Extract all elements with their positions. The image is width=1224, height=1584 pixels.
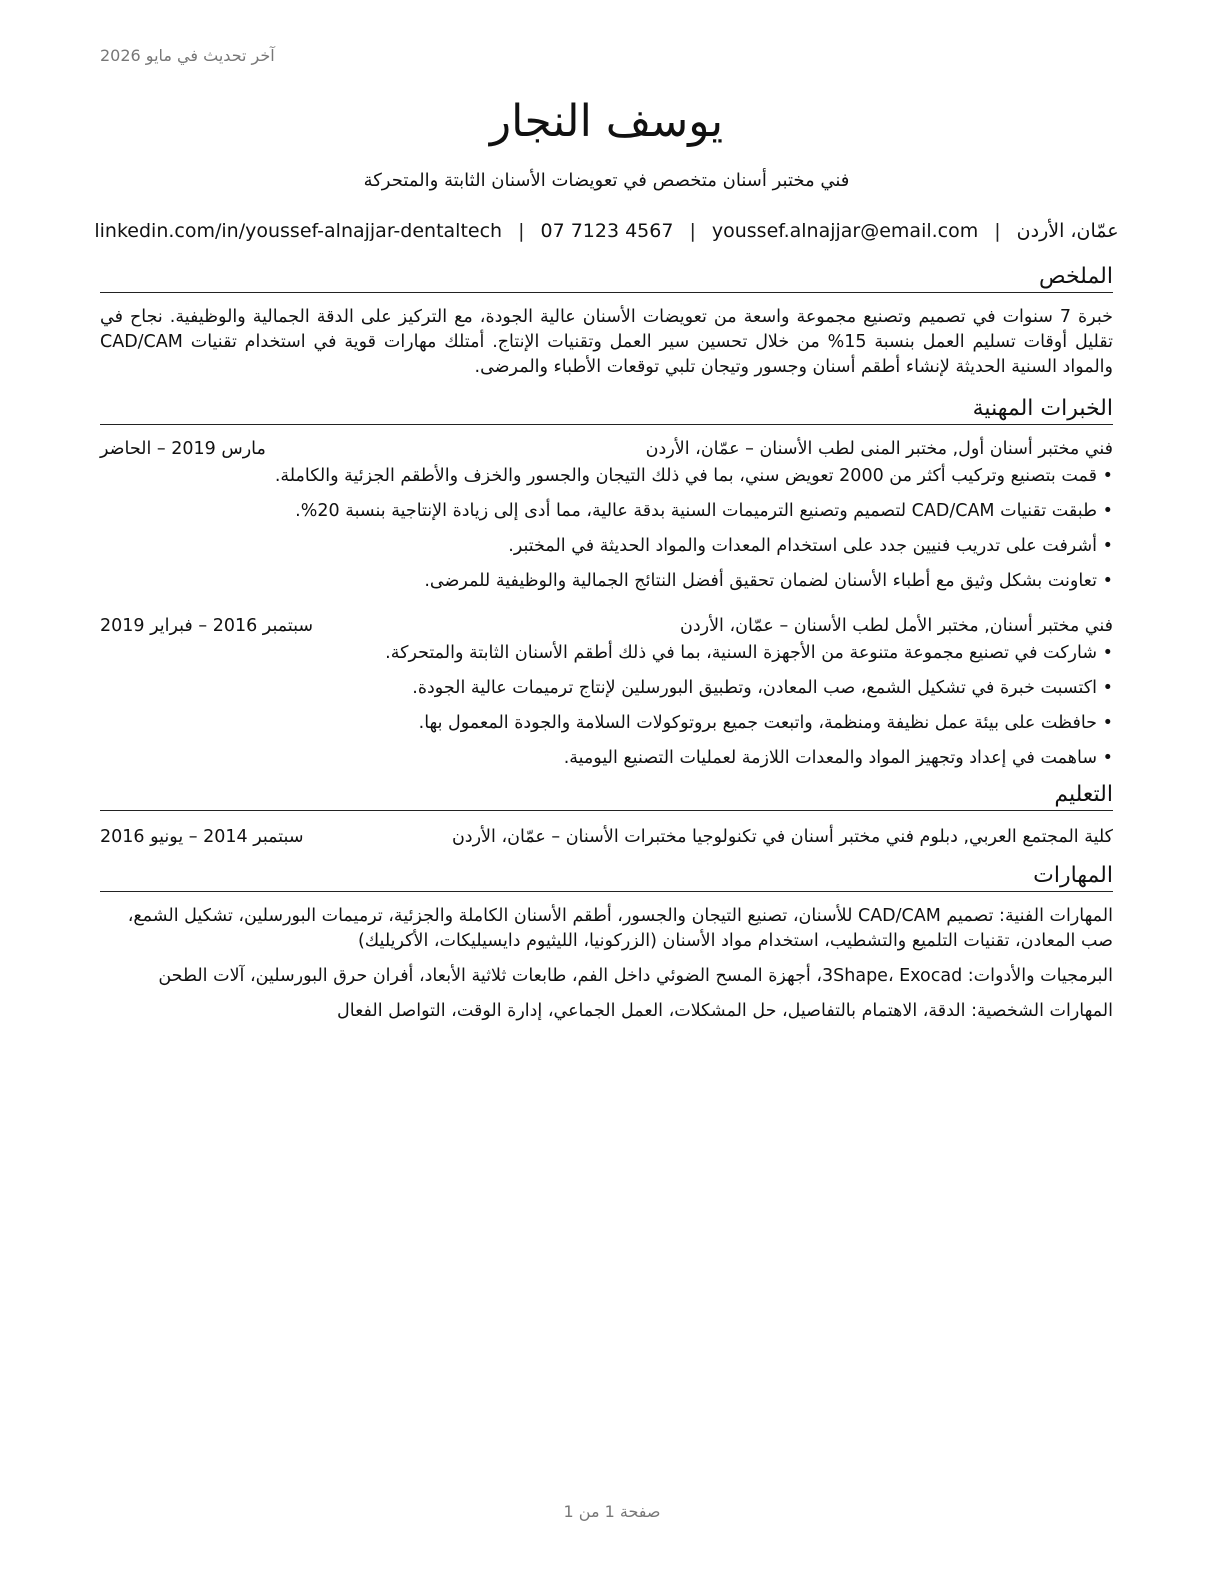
experience-section (100, 394, 1113, 771)
section-title-education: التعليم (100, 780, 1113, 811)
contact-separator: | (518, 220, 525, 242)
bullet-icon: • (1102, 466, 1113, 486)
candidate-name: يوسف النجار (489, 96, 724, 147)
resume-page (94, 92, 1119, 1024)
job-title: فني مختبر أسنان أول, مختبر المنى لطب الأسنان – عمّان، الأردن (645, 439, 1113, 459)
summary-section (100, 262, 1113, 380)
bullet-item (100, 710, 1113, 736)
contact-phone: 07 7123 4567 (540, 220, 674, 242)
bullet-icon: • (1102, 748, 1113, 768)
bullet-text: أشرفت على تدريب فنيين جدد على استخدام المعدات والمواد الحديثة في المختبر. (508, 536, 1097, 556)
bullet-item (100, 640, 1113, 666)
bullet-item (100, 568, 1113, 594)
skill-line-software: البرمجيات والأدوات: 3Shape، Exocad، أجهزة المسح الضوئي داخل الفم، طابعات ثلاثية الأبعاد، أفران حرق البورسلين، آلات الطحن (158, 966, 1113, 986)
bullet-icon: • (1102, 501, 1113, 521)
contact-location: عمّان، الأردن (1016, 220, 1119, 242)
education-entry (100, 823, 1113, 851)
section-title-summary: الملخص (100, 262, 1113, 293)
bullet-item (100, 533, 1113, 559)
bullet-text: حافظت على بيئة عمل نظيفة ومنظمة، واتبعت جميع بروتوكولات السلامة والجودة المعمول بها. (418, 713, 1097, 733)
job-entry (100, 612, 1113, 771)
contact-separator: | (689, 220, 696, 242)
bullet-text: طبقت تقنيات CAD/CAM لتصميم وتصنيع الترميمات السنية بدقة عالية، مما أدى إلى زيادة الإنتاجية بنسبة 20%. (295, 501, 1097, 521)
bullet-icon: • (1102, 713, 1113, 733)
job-entry (100, 435, 1113, 594)
education-section (100, 780, 1113, 851)
contact-line (94, 218, 1119, 244)
bullet-text: قمت بتصنيع وتركيب أكثر من 2000 تعويض سني، بما في ذلك التيجان والجسور والخزف والأطقم الجزئية والكاملة. (274, 466, 1097, 486)
section-title-experience: الخبرات المهنية (100, 394, 1113, 425)
contact-linkedin[interactable]: linkedin.com/in/youssef-alnajjar-dentaltech (94, 220, 503, 242)
summary-text: خبرة 7 سنوات في تصميم وتصنيع مجموعة واسعة من تعويضات الأسنان عالية الجودة، مع التركيز على الدقة الجمالية والوظيفية. نجاح في تقليل أوقات تسليم العمل بنسبة 15% من خلال تحسين سير العمل وتقنيات الإنتاج. أمتلك مهارات قوية في استخدام تقنيات CAD/CAM والمواد السنية الحديثة لإنشاء أطقم أسنان وجسور وتيجان تلبي توقعات الأطباء والمرضى. (100, 307, 1113, 377)
bullet-item (100, 675, 1113, 701)
job-bullets (100, 463, 1113, 594)
bullet-text: تعاونت بشكل وثيق مع أطباء الأسنان لضمان تحقيق أفضل النتائج الجمالية والوظيفية للمرضى. (424, 571, 1097, 591)
contact-email[interactable]: youssef.alnajjar@email.com (711, 220, 979, 242)
skill-line-technical: المهارات الفنية: تصميم CAD/CAM للأسنان، تصنيع التيجان والجسور، أطقم الأسنان الكاملة والجزئية، ترميمات البورسلين، تشكيل الشمع، صب المعادن، تقنيات التلميع والتشطيب، استخدام مواد الأسنان (الزركونيا، الليثيوم دايسيليكات، الأكريليك) (127, 906, 1113, 951)
job-dates: مارس 2019 – الحاضر (100, 439, 266, 459)
education-dates: سبتمبر 2014 – يونيو 2016 (100, 827, 304, 847)
job-dates: سبتمبر 2016 – فبراير 2019 (100, 616, 314, 636)
bullet-icon: • (1102, 536, 1113, 556)
skills-section (100, 861, 1113, 1024)
bullet-icon: • (1102, 678, 1113, 698)
job-header (100, 612, 1113, 640)
education-title: كلية المجتمع العربي, دبلوم فني مختبر أسنان في تكنولوجيا مختبرات الأسنان – عمّان، الأردن (451, 827, 1113, 847)
job-header (100, 435, 1113, 463)
job-bullets (100, 640, 1113, 771)
skill-line-personal: المهارات الشخصية: الدقة، الاهتمام بالتفاصيل، حل المشكلات، العمل الجماعي، إدارة الوقت، التواصل الفعال (337, 1001, 1113, 1021)
last-updated: آخر تحديث في مايو 2026 (100, 46, 275, 65)
bullet-text: اكتسبت خبرة في تشكيل الشمع، صب المعادن، وتطبيق البورسلين لإنتاج ترميمات عالية الجودة. (412, 678, 1097, 698)
bullet-item (100, 745, 1113, 771)
section-title-skills: المهارات (100, 861, 1113, 892)
contact-separator: | (994, 220, 1001, 242)
bullet-item (100, 498, 1113, 524)
candidate-headline: فني مختبر أسنان متخصص في تعويضات الأسنان الثابتة والمتحركة (363, 170, 850, 191)
bullet-text: شاركت في تصنيع مجموعة متنوعة من الأجهزة السنية، بما في ذلك أطقم الأسنان الثابتة والمتحركة. (385, 643, 1097, 663)
bullet-icon: • (1102, 643, 1113, 663)
page-number: صفحة 1 من 1 (563, 1502, 661, 1521)
bullet-text: ساهمت في إعداد وتجهيز المواد والمعدات اللازمة لعمليات التصنيع اليومية. (563, 748, 1097, 768)
bullet-icon: • (1102, 571, 1113, 591)
job-title: فني مختبر أسنان, مختبر الأمل لطب الأسنان – عمّان، الأردن (679, 616, 1113, 636)
bullet-item (100, 463, 1113, 489)
